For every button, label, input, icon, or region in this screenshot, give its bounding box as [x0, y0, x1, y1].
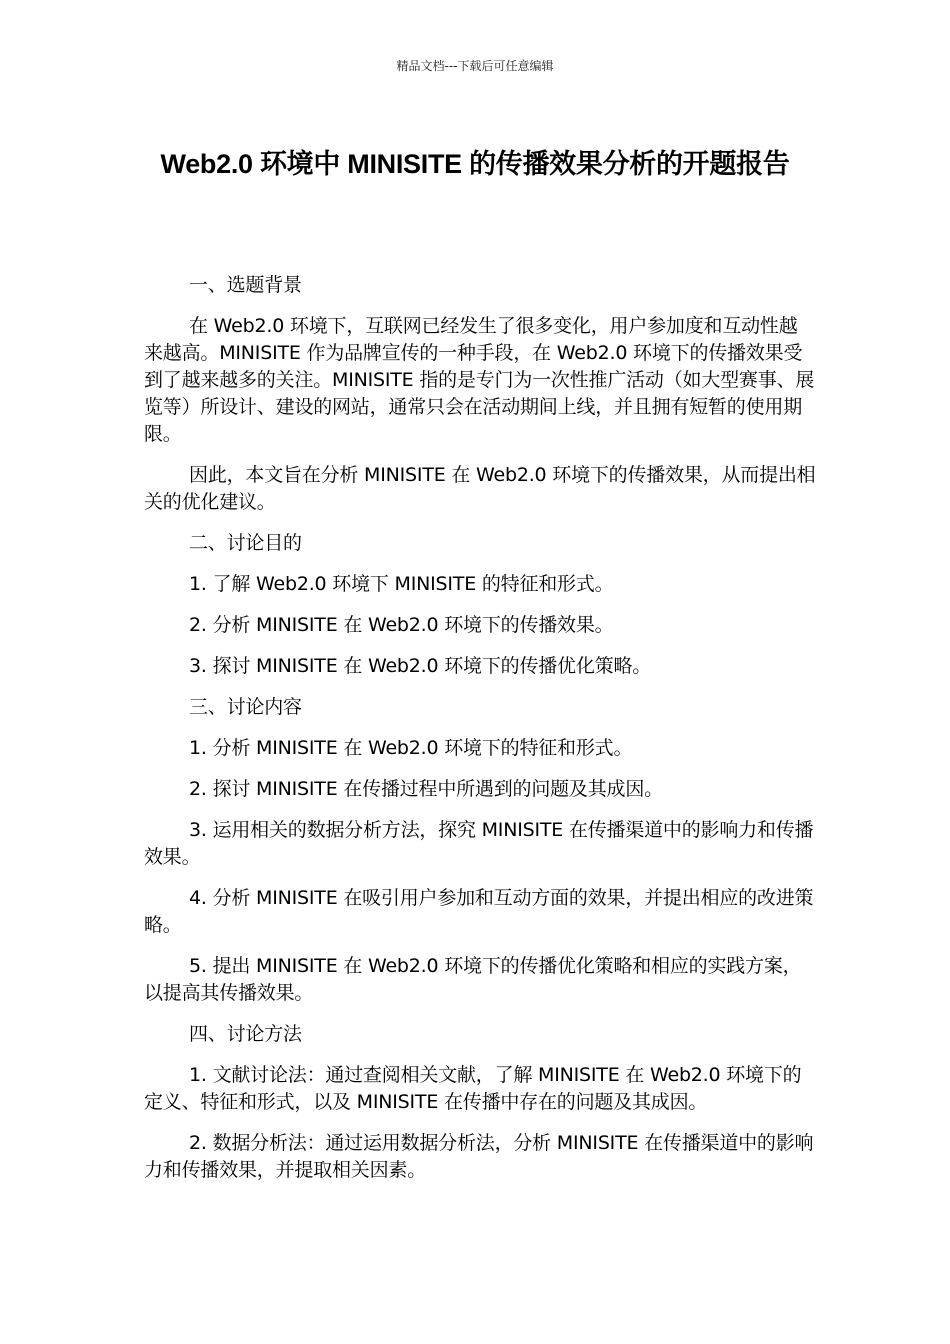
list-item: 2. 探讨 MINISITE 在传播过程中所遇到的问题及其成因。 — [189, 778, 663, 800]
document-body — [144, 272, 816, 1198]
section-heading: 二、讨论目的 — [189, 532, 302, 554]
list-item: 2. 数据分析法：通过运用数据分析法，分析 MINISITE 在传播渠道中的影响力和传播效果，并提取相关因素。 — [144, 1132, 814, 1181]
list-item: 1. 分析 MINISITE 在 Web2.0 环境下的特征和形式。 — [189, 737, 633, 759]
list-item: 1. 文献讨论法：通过查阅相关文献，了解 MINISITE 在 Web2.0 环境下的定义、特征和形式，以及 MINISITE 在传播中存在的问题及其成因。 — [144, 1064, 802, 1113]
paragraph: 在 Web2.0 环境下，互联网已经发生了很多变化，用户参加度和互动性越来越高。MINISITE 作为品牌宣传的一种手段，在 Web2.0 环境下的传播效果受到了越来越多的关注。MINISITE 指的是专门为一次性推广活动（如大型赛事、展览等）所设计、建设的网站，通常只会在活动期间上线，并且拥有短暂的使用期限。 — [144, 315, 815, 445]
list-item: 3. 探讨 MINISITE 在 Web2.0 环境下的传播优化策略。 — [189, 655, 652, 677]
section-heading: 三、讨论内容 — [189, 696, 302, 718]
list-item: 3. 运用相关的数据分析方法，探究 MINISITE 在传播渠道中的影响力和传播效果。 — [144, 819, 814, 868]
paragraph: 因此，本文旨在分析 MINISITE 在 Web2.0 环境下的传播效果，从而提出相关的优化建议。 — [144, 464, 816, 513]
list-item: 1. 了解 Web2.0 环境下 MINISITE 的特征和形式。 — [189, 573, 614, 595]
list-item: 4. 分析 MINISITE 在吸引用户参加和互动方面的效果，并提出相应的改进策略。 — [144, 887, 814, 936]
list-item: 2. 分析 MINISITE 在 Web2.0 环境下的传播效果。 — [189, 614, 614, 636]
page-header: 精品文档---下载后可任意编辑 — [396, 59, 554, 73]
document-title: Web2.0 环境中 MINISITE 的传播效果分析的开题报告 — [160, 149, 790, 179]
list-item: 5. 提出 MINISITE 在 Web2.0 环境下的传播优化策略和相应的实践方案，以提高其传播效果。 — [144, 955, 802, 1004]
section-heading: 一、选题背景 — [189, 274, 302, 296]
section-heading: 四、讨论方法 — [189, 1023, 302, 1045]
